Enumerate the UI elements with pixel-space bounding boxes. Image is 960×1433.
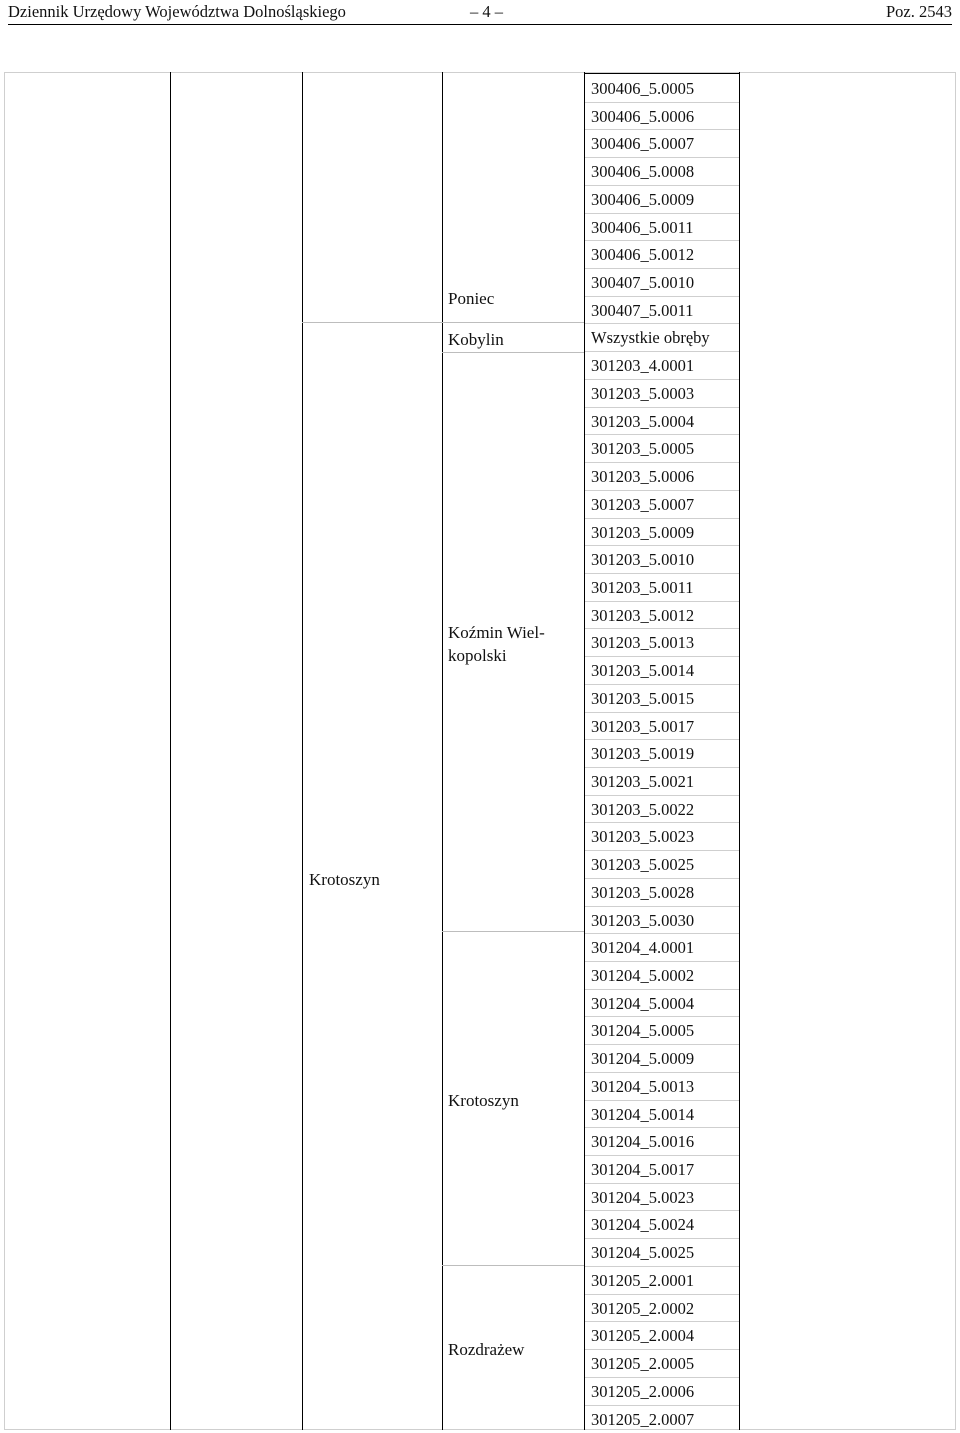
obreb-code-row: 300406_5.0006 xyxy=(585,103,739,131)
obreb-code-row: 301205_2.0006 xyxy=(585,1378,739,1406)
gmina-rozdrazew: Rozdrażew xyxy=(448,1340,525,1359)
obreb-code-row: 301204_5.0014 xyxy=(585,1101,739,1129)
page-number: – 4 – xyxy=(470,2,503,21)
obreb-code-row: Wszystkie obręby xyxy=(585,324,739,352)
obreb-code-row: 301203_5.0012 xyxy=(585,602,739,630)
obreb-code-row: 301203_5.0019 xyxy=(585,740,739,768)
obreb-code-row: 301205_2.0007 xyxy=(591,1409,695,1429)
obreb-code-row: 301203_5.0003 xyxy=(585,380,739,408)
page-header xyxy=(8,0,952,24)
obreb-code-row: 301205_2.0001 xyxy=(585,1267,739,1295)
obreb-code-row: 301203_5.0023 xyxy=(585,823,739,851)
obreb-code-row: 301204_4.0001 xyxy=(585,934,739,962)
obreb-code-row: 301203_5.0006 xyxy=(585,463,739,491)
row-separator xyxy=(442,931,584,932)
obreb-code-row: 301203_5.0028 xyxy=(585,879,739,907)
obreb-code-row: 301203_5.0025 xyxy=(585,851,739,879)
obreb-code-row: 301203_4.0001 xyxy=(585,352,739,380)
obreb-code-row: 300406_5.0005 xyxy=(585,75,739,103)
obreb-code-row: 301203_5.0030 xyxy=(585,907,739,935)
gmina-kobylin: Kobylin xyxy=(448,330,504,349)
obreb-code-row: 301204_5.0002 xyxy=(585,962,739,990)
obreb-code-row: 300406_5.0009 xyxy=(585,186,739,214)
gmina-kozmin-line2: kopolski xyxy=(448,646,507,665)
obreb-code-row: 301203_5.0021 xyxy=(585,768,739,796)
obreb-code-row: 301204_5.0013 xyxy=(585,1073,739,1101)
gmina-kozmin-line1: Koźmin Wiel- xyxy=(448,623,545,642)
obreb-code-row: 301203_5.0011 xyxy=(585,574,739,602)
code-column-top-border xyxy=(584,73,740,74)
obreb-code-row: 301203_5.0007 xyxy=(585,491,739,519)
obreb-code-row: 301203_5.0017 xyxy=(585,713,739,741)
obreb-code-row: 301204_5.0016 xyxy=(585,1128,739,1156)
obreb-code-list xyxy=(585,75,739,1433)
obreb-code-row: 301204_5.0025 xyxy=(585,1239,739,1267)
table-frame xyxy=(4,72,956,1430)
obreb-code-row: 301204_5.0009 xyxy=(585,1045,739,1073)
obreb-code-row: 301205_2.0004 xyxy=(585,1322,739,1350)
obreb-code-row: 300406_5.0008 xyxy=(585,158,739,186)
obreb-code-row: 301203_5.0009 xyxy=(585,519,739,547)
obreb-code-row: 301203_5.0022 xyxy=(585,796,739,824)
obreb-code-row: 301203_5.0004 xyxy=(585,408,739,436)
obreb-code-row: 300406_5.0011 xyxy=(585,214,739,242)
column-divider xyxy=(302,72,303,1430)
obreb-code-row: 301203_5.0005 xyxy=(585,435,739,463)
obreb-code-row: 301203_5.0014 xyxy=(585,657,739,685)
row-separator xyxy=(442,352,584,353)
column-divider xyxy=(170,72,171,1430)
gmina-poniec: Poniec xyxy=(448,289,495,308)
row-separator xyxy=(302,322,584,323)
obreb-code-row: 301204_5.0004 xyxy=(585,990,739,1018)
obreb-code-row: 300406_5.0012 xyxy=(585,241,739,269)
header-rule xyxy=(8,24,952,25)
obreb-code-row: 301205_2.0002 xyxy=(585,1295,739,1323)
row-separator xyxy=(442,1265,584,1266)
obreb-code-row: 301204_5.0024 xyxy=(585,1211,739,1239)
obreb-code-row: 301204_5.0017 xyxy=(585,1156,739,1184)
powiat-label: Krotoszyn xyxy=(309,870,380,889)
gmina-kozmin xyxy=(448,621,545,667)
gmina-krotoszyn: Krotoszyn xyxy=(448,1091,519,1110)
obreb-code-row: 301204_5.0005 xyxy=(585,1017,739,1045)
obreb-code-row: 301204_5.0023 xyxy=(585,1184,739,1212)
obreb-code-row: 300406_5.0007 xyxy=(585,130,739,158)
obreb-code-row: 300407_5.0011 xyxy=(585,297,739,325)
column-divider xyxy=(739,72,740,1430)
obreb-code-row: 301203_5.0013 xyxy=(585,629,739,657)
column-divider xyxy=(442,72,443,1430)
obreb-code-row: 300407_5.0010 xyxy=(585,269,739,297)
obreb-code-row: 301203_5.0015 xyxy=(585,685,739,713)
journal-title: Dziennik Urzędowy Województwa Dolnośląskiego xyxy=(8,2,346,21)
obreb-code-row: 301203_5.0010 xyxy=(585,546,739,574)
position-number: Poz. 2543 xyxy=(886,2,952,21)
obreb-code-row: 301205_2.0005 xyxy=(585,1350,739,1378)
